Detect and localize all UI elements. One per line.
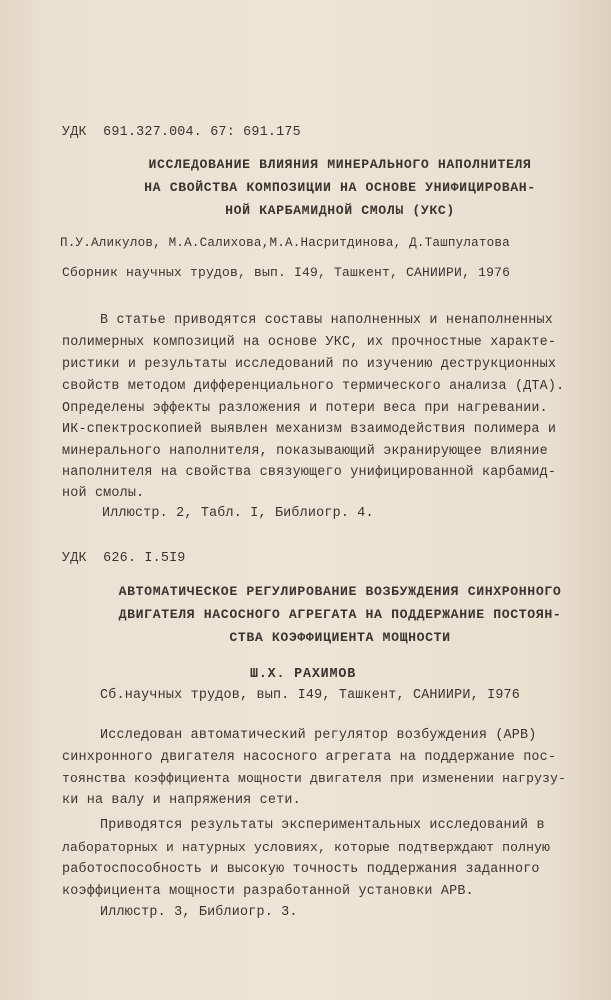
abstract-line: Определены эффекты разложения и потери веса при нагревании. xyxy=(62,401,548,416)
abstract-line: полимерных композиций на основе УКС, их прочностные характе- xyxy=(62,335,557,350)
article-title-line: АВТОМАТИЧЕСКОЕ РЕГУЛИРОВАНИЕ ВОЗБУЖДЕНИЯ СИНХРОННОГО xyxy=(118,584,562,599)
source-citation: Сборник научных трудов, вып. I49, Ташкент, САНИИРИ, 1976 xyxy=(62,265,511,280)
abstract-line: Приводятся результаты экспериментальных исследований в xyxy=(100,818,545,833)
abstract-line: тоянства коэффициента мощности двигателя при изменении нагрузу- xyxy=(62,771,567,786)
udk-code: УДК 691.327.004. 67: 691.175 xyxy=(62,125,301,140)
references-note: Иллюстр. 3, Библиогр. 3. xyxy=(100,905,298,920)
abstract-line: свойств методом дифференциального термического анализа (ДТА). xyxy=(62,379,565,394)
article-title-line: ДВИГАТЕЛЯ НАСОСНОГО АГРЕГАТА НА ПОДДЕРЖАНИЕ ПОСТОЯН- xyxy=(118,607,562,622)
authors: П.У.Аликулов, М.А.Салихова,М.А.Насритдинова, Д.Ташпулатова xyxy=(60,236,510,250)
abstract-line: минерального наполнителя, показывающий экранирующее влияние xyxy=(62,444,548,459)
abstract-line: ки на валу и напряжения сети. xyxy=(62,793,301,808)
abstract-line: ристики и результаты исследований по изучению деструкционных xyxy=(62,357,557,372)
abstract-line: наполнителя на свойства связующего унифицированной карбамид- xyxy=(62,465,557,480)
abstract-line: Исследован автоматический регулятор возбуждения (АРВ) xyxy=(100,728,537,743)
abstract-line: синхронного двигателя насосного агрегата на поддержание пос- xyxy=(62,750,557,765)
article-title-line: НА СВОЙСТВА КОМПОЗИЦИИ НА ОСНОВЕ УНИФИЦИРОВАН- xyxy=(144,180,536,195)
abstract-line: ИК-спектроскопией выявлен механизм взаимодействия полимера и xyxy=(62,422,557,437)
abstract-line: В статье приводятся составы наполненных и ненаполненных xyxy=(100,313,553,328)
article-title-line: СТВА КОЭФФИЦИЕНТА МОЩНОСТИ xyxy=(229,630,451,645)
udk-code: УДК 626. I.5I9 xyxy=(62,551,186,566)
source-citation: Сб.научных трудов, вып. I49, Ташкент, САНИИРИ, I976 xyxy=(100,688,521,703)
article-title-line: ИССЛЕДОВАНИЕ ВЛИЯНИЯ МИНЕРАЛЬНОГО НАПОЛНИТЕЛЯ xyxy=(148,157,532,172)
abstract-line: ной смолы. xyxy=(62,486,145,501)
abstract-line: лабораторных и натурных условиях, которые подтверждают полную xyxy=(62,840,551,855)
references-note: Иллюстр. 2, Табл. I, Библиогр. 4. xyxy=(102,506,374,521)
abstract-line: коэффициента мощности разработанной установки АРВ. xyxy=(62,884,474,899)
abstract-line: работоспособность и высокую точность поддержания заданного xyxy=(62,862,540,877)
article-title-line: НОЙ КАРБАМИДНОЙ СМОЛЫ (УКС) xyxy=(225,203,455,218)
author: Ш.Х. РАХИМОВ xyxy=(250,667,357,682)
